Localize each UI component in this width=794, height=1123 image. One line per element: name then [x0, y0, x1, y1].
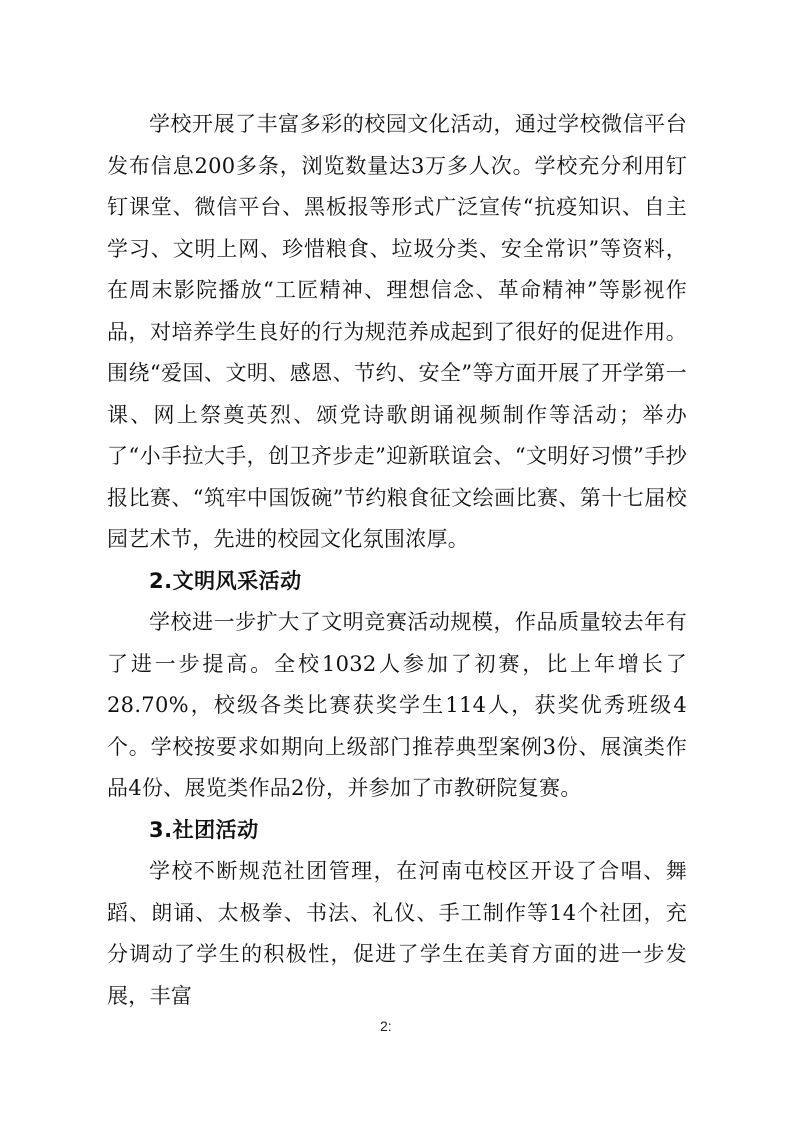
document-body	[107, 104, 687, 1017]
paragraph-club-management: 学校不断规范社团管理，在河南屯校区开设了合唱、舞蹈、朗诵、太极拳、书法、礼仪、手工制作等14个社团，充分调动了学生的积极性，促进了学生在美育方面的进一步发展，丰富	[107, 859, 687, 1008]
page-number: 2:	[380, 1018, 392, 1034]
paragraph-civilization-competition: 学校进一步扩大了文明竞赛活动规模，作品质量较去年有了进一步提高。全校1032人参加了初赛，比上年增长了28.70%，校级各类比赛获奖学生114人，获奖优秀班级4个。学校按要求如期向上级部门推荐典型案例3份、展演类作品4份、展览类作品2份，并参加了市教研院复赛。	[107, 610, 687, 800]
paragraph-campus-culture: 学校开展了丰富多彩的校园文化活动，通过学校微信平台发布信息200多条，浏览数量达3万多人次。学校充分利用钉钉课堂、微信平台、黑板报等形式广泛宣传“抗疫知识、自主学习、文明上网、珍惜粮食、垃圾分类、安全常识”等资料，在周末影院播放“工匠精神、理想信念、革命精神”等影视作品，对培养学生良好的行为规范养成起到了很好的促进作用。围绕“爱国、文明、感恩、节约、安全”等方面开展了开学第一课、网上祭奠英烈、颂党诗歌朗诵视频制作等活动；举办了“小手拉大手，创卫齐步走”迎新联谊会、“文明好习惯”手抄报比赛、“筑牢中国饭碗”节约粮食征文绘画比赛、第十七届校园艺术节，先进的校园文化氛围浓厚。	[107, 112, 687, 551]
section-heading-clubs: 3.社团活动	[149, 817, 259, 842]
section-heading-civilization-style: 2.文明风采活动	[149, 568, 302, 593]
